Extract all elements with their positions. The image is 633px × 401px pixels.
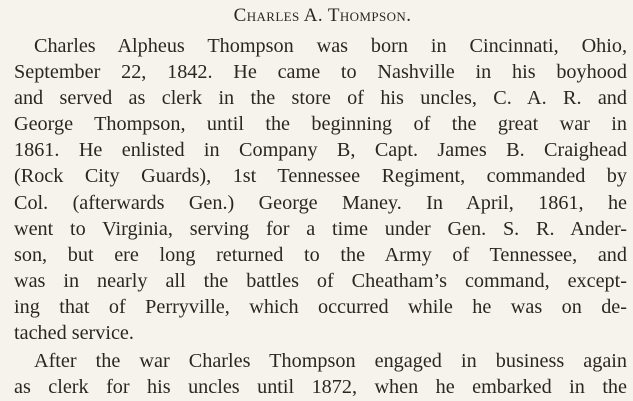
text-line: ing that of Perryville, which occurred while he was on de- [14, 295, 627, 318]
text-line: Charles Alpheus Thompson was born in Cincinnati, Ohio, [34, 35, 627, 57]
text-line: (Rock City Guards), 1st Tennessee Regiment, commanded by [14, 165, 627, 188]
text-line: 1861. He enlisted in Company B, Capt. James B. Craighead [14, 139, 627, 162]
text-line: was in nearly all the battles of Cheatham’s command, except- [14, 269, 627, 292]
text-line: September 22, 1842. He came to Nashville in his boyhood [14, 61, 627, 84]
text-line: as clerk for his uncles until 1872, when he embarked in the [14, 376, 627, 399]
page-title: Charles A. Thompson. [233, 5, 412, 26]
text-line: and served as clerk in the store of his uncles, C. A. R. and [14, 87, 627, 110]
text-line: George Thompson, until the beginning of the great war in [14, 113, 627, 136]
biography-paragraph-1 [14, 33, 627, 346]
text-line: tached service. [14, 322, 134, 345]
text-line: went to Virginia, serving for a time under Gen. S. R. Ander- [14, 217, 627, 240]
biography-paragraph-2 [14, 348, 627, 400]
text-line: After the war Charles Thompson engaged in business again [34, 350, 627, 373]
text-line: Col. (afterwards Gen.) George Maney. In April, 1861, he [14, 191, 627, 214]
text-line: son, but ere long returned to the Army of Tennessee, and [14, 243, 627, 266]
